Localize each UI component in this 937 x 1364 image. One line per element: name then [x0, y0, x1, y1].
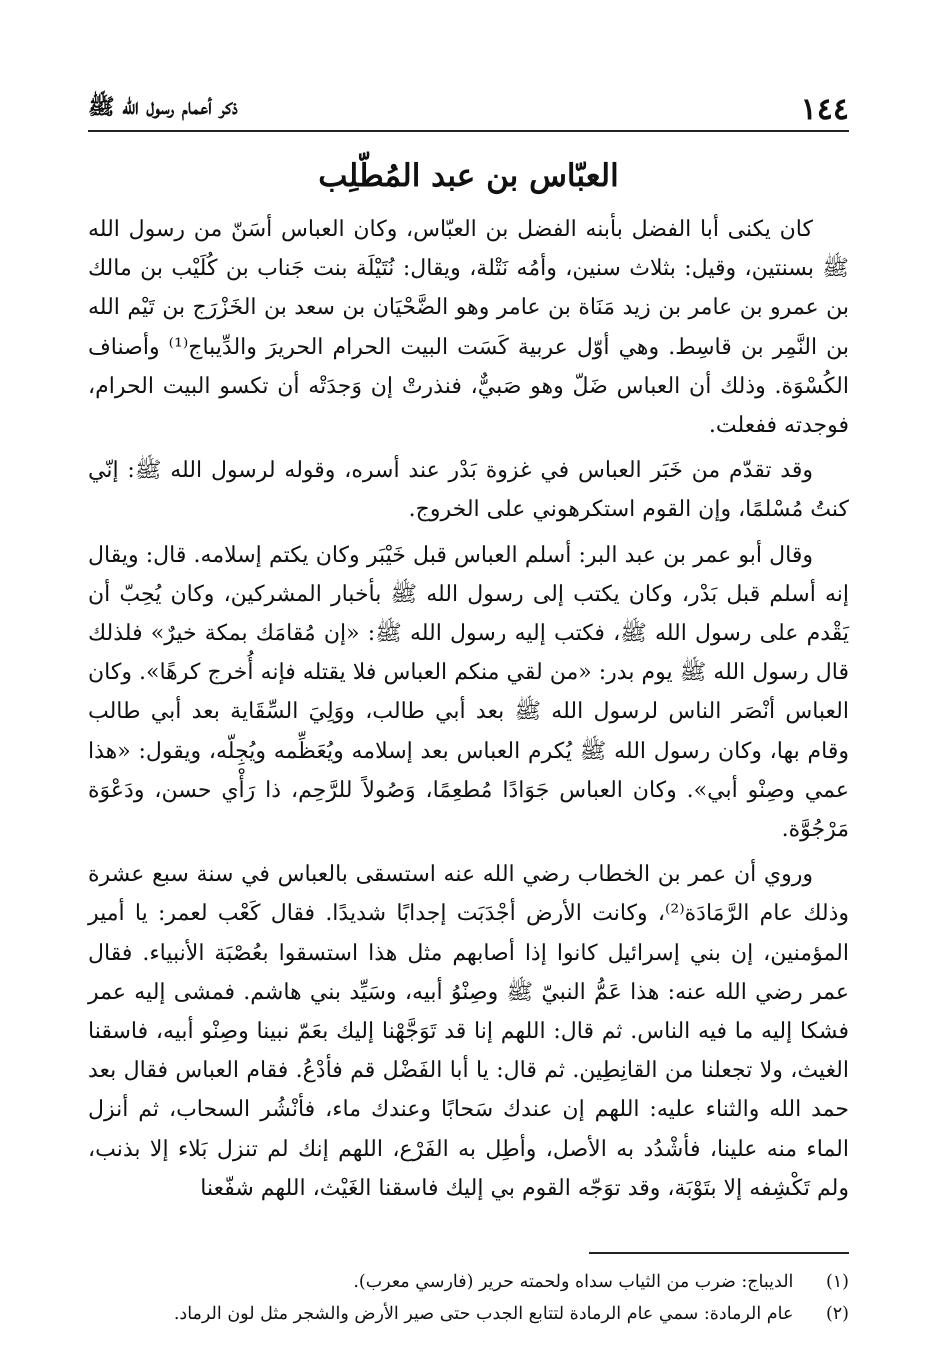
- footnotes: [88, 1266, 849, 1330]
- footnote: [88, 1298, 849, 1330]
- paragraph: وقال أبو عمر بن عبد البر: أسلم العباس قبل خَيْبَر وكان يكتم إسلامه. قال: ويقال إنه أسلم قبل بَدْر، وكان يكتب إلى رسول الله ﷺ بأخبار المشركين، وكان يُحِبّ أن يَقْدم على رسول الله ﷺ، فكتب إليه رسول الله ﷺ: «إن مُقامَك بمكة خيرٌ» فلذلك قال رسول الله ﷺ يوم بدر: «من لقي منكم العباس فلا يقتله فإنه أُخرج كرهًا». وكان العباس أنْصَر الناس لرسول الله ﷺ بعد أبي طالب، ووَلِيَ السِّقَاية بعد أبي طالب وقام بها، وكان رسول الله ﷺ يُكرم العباس بعد إسلامه ويُعَظِّمه ويُجِلّه، ويقول: «هذا عمي وصِنْو أبي». وكان العباس جَوَادًا مُطعِمًا، وَصُولاً للرَّحِم، ذا رَأْي حسن، ودَعْوَة مَرْجُوَّة.: [88, 542, 849, 843]
- chapter-title: العبّاس بن عبد المُطّلِب: [318, 158, 619, 194]
- footnote-divider: [589, 1252, 849, 1254]
- paragraph: وروي أن عمر بن الخطاب رضي الله عنه استسقى بالعباس في سنة سبع عشرة وذلك عام الرَّمَادَة⁽²⁾، وكانت الأرض أجْدَبَت إجدابًا شديدًا. فقال كَعْب لعمر: يا أمير المؤمنين، إن بني إسرائيل كانوا إذا أصابهم مثل هذا استسقوا بعُصْبَة الأنبياء. فقال عمر رضي الله عنه: هذا عَمُّ النبيّ ﷺ وصِنْوُ أبيه، وسَيِّد بني هاشم. فمشى إليه عمر فشكا إليه ما فيه الناس. ثم قال: اللهم إنا قد تَوَجَّهْنا إليك بعَمّ نبينا وصِنْو أبيه، فاسقنا الغيث، ولا تجعلنا من القانِطِين. ثم قال: يا أبا الفَضْل قم فأدْعُ. فقام العباس فقال بعد حمد الله والثناء عليه: اللهم إن عندك سَحابًا وعندك ماء، فأنْشُر السحاب، ثم أنزل الماء منه علينا، فأشْدُد به الأصل، وأطِل به الفَرْع، اللهم إنك لم تنزل بَلاء إلا بذنب، ولم تَكْشِفه إلا بتَوْبَة، وقد توَجّه القوم بي إليك فاسقنا الغَيْث، اللهم شفّعنا: [88, 862, 849, 1201]
- running-title: ذكر أعمام رسول الله ﷺ: [88, 94, 238, 120]
- footnote: [88, 1266, 849, 1298]
- footnote-number: (٢): [825, 1304, 849, 1324]
- paragraph: وقد تقدّم من خَبَر العباس في غزوة بَدْر عند أسره، وقوله لرسول الله ﷺ: إنّي كنتُ مُسْلمًا، وإن القوم استكرهوني على الخروج.: [88, 458, 849, 523]
- page-header: [88, 88, 849, 132]
- page-number: ١٤٤: [800, 91, 849, 127]
- paragraph: كان يكنى أبا الفضل بأبنه الفضل بن العبّاس، وكان العباس أسَنّ من رسول الله ﷺ بسنتين، وقيل: بثلاث سنين، وأمُه نَتْلة، ويقال: نُتَيْلَة بنت جَناب بن كُلَيْب بن مالك بن عمرو بن عامر بن زيد مَنَاة بن عامر وهو الضَّحْيَان بن سعد بن الخَزْرَج بن تَيْم الله بن النَّمِر بن قاسِط. وهي أوّل عربية كَسَت البيت الحرام الحريرَ والدِّيباج⁽¹⁾ وأصناف الكُسْوَة. وذلك أن العباس ضَلّ وهو صَبيٌّ، فنذرتْ إن وَجدَتْه أن تكسو البيت الحرام، فوجدته ففعلت.: [88, 217, 849, 439]
- footnote-number: (١): [825, 1272, 849, 1292]
- body-text: [88, 210, 849, 1214]
- footnote-text: الديباج: ضرب من الثياب سداه ولحمته حرير (فارسي معرب).: [353, 1272, 794, 1292]
- footnote-text: عام الرمادة: سمي عام الرمادة لتتابع الجدب حتى صير الأرض والشجر مثل لون الرماد.: [173, 1304, 794, 1324]
